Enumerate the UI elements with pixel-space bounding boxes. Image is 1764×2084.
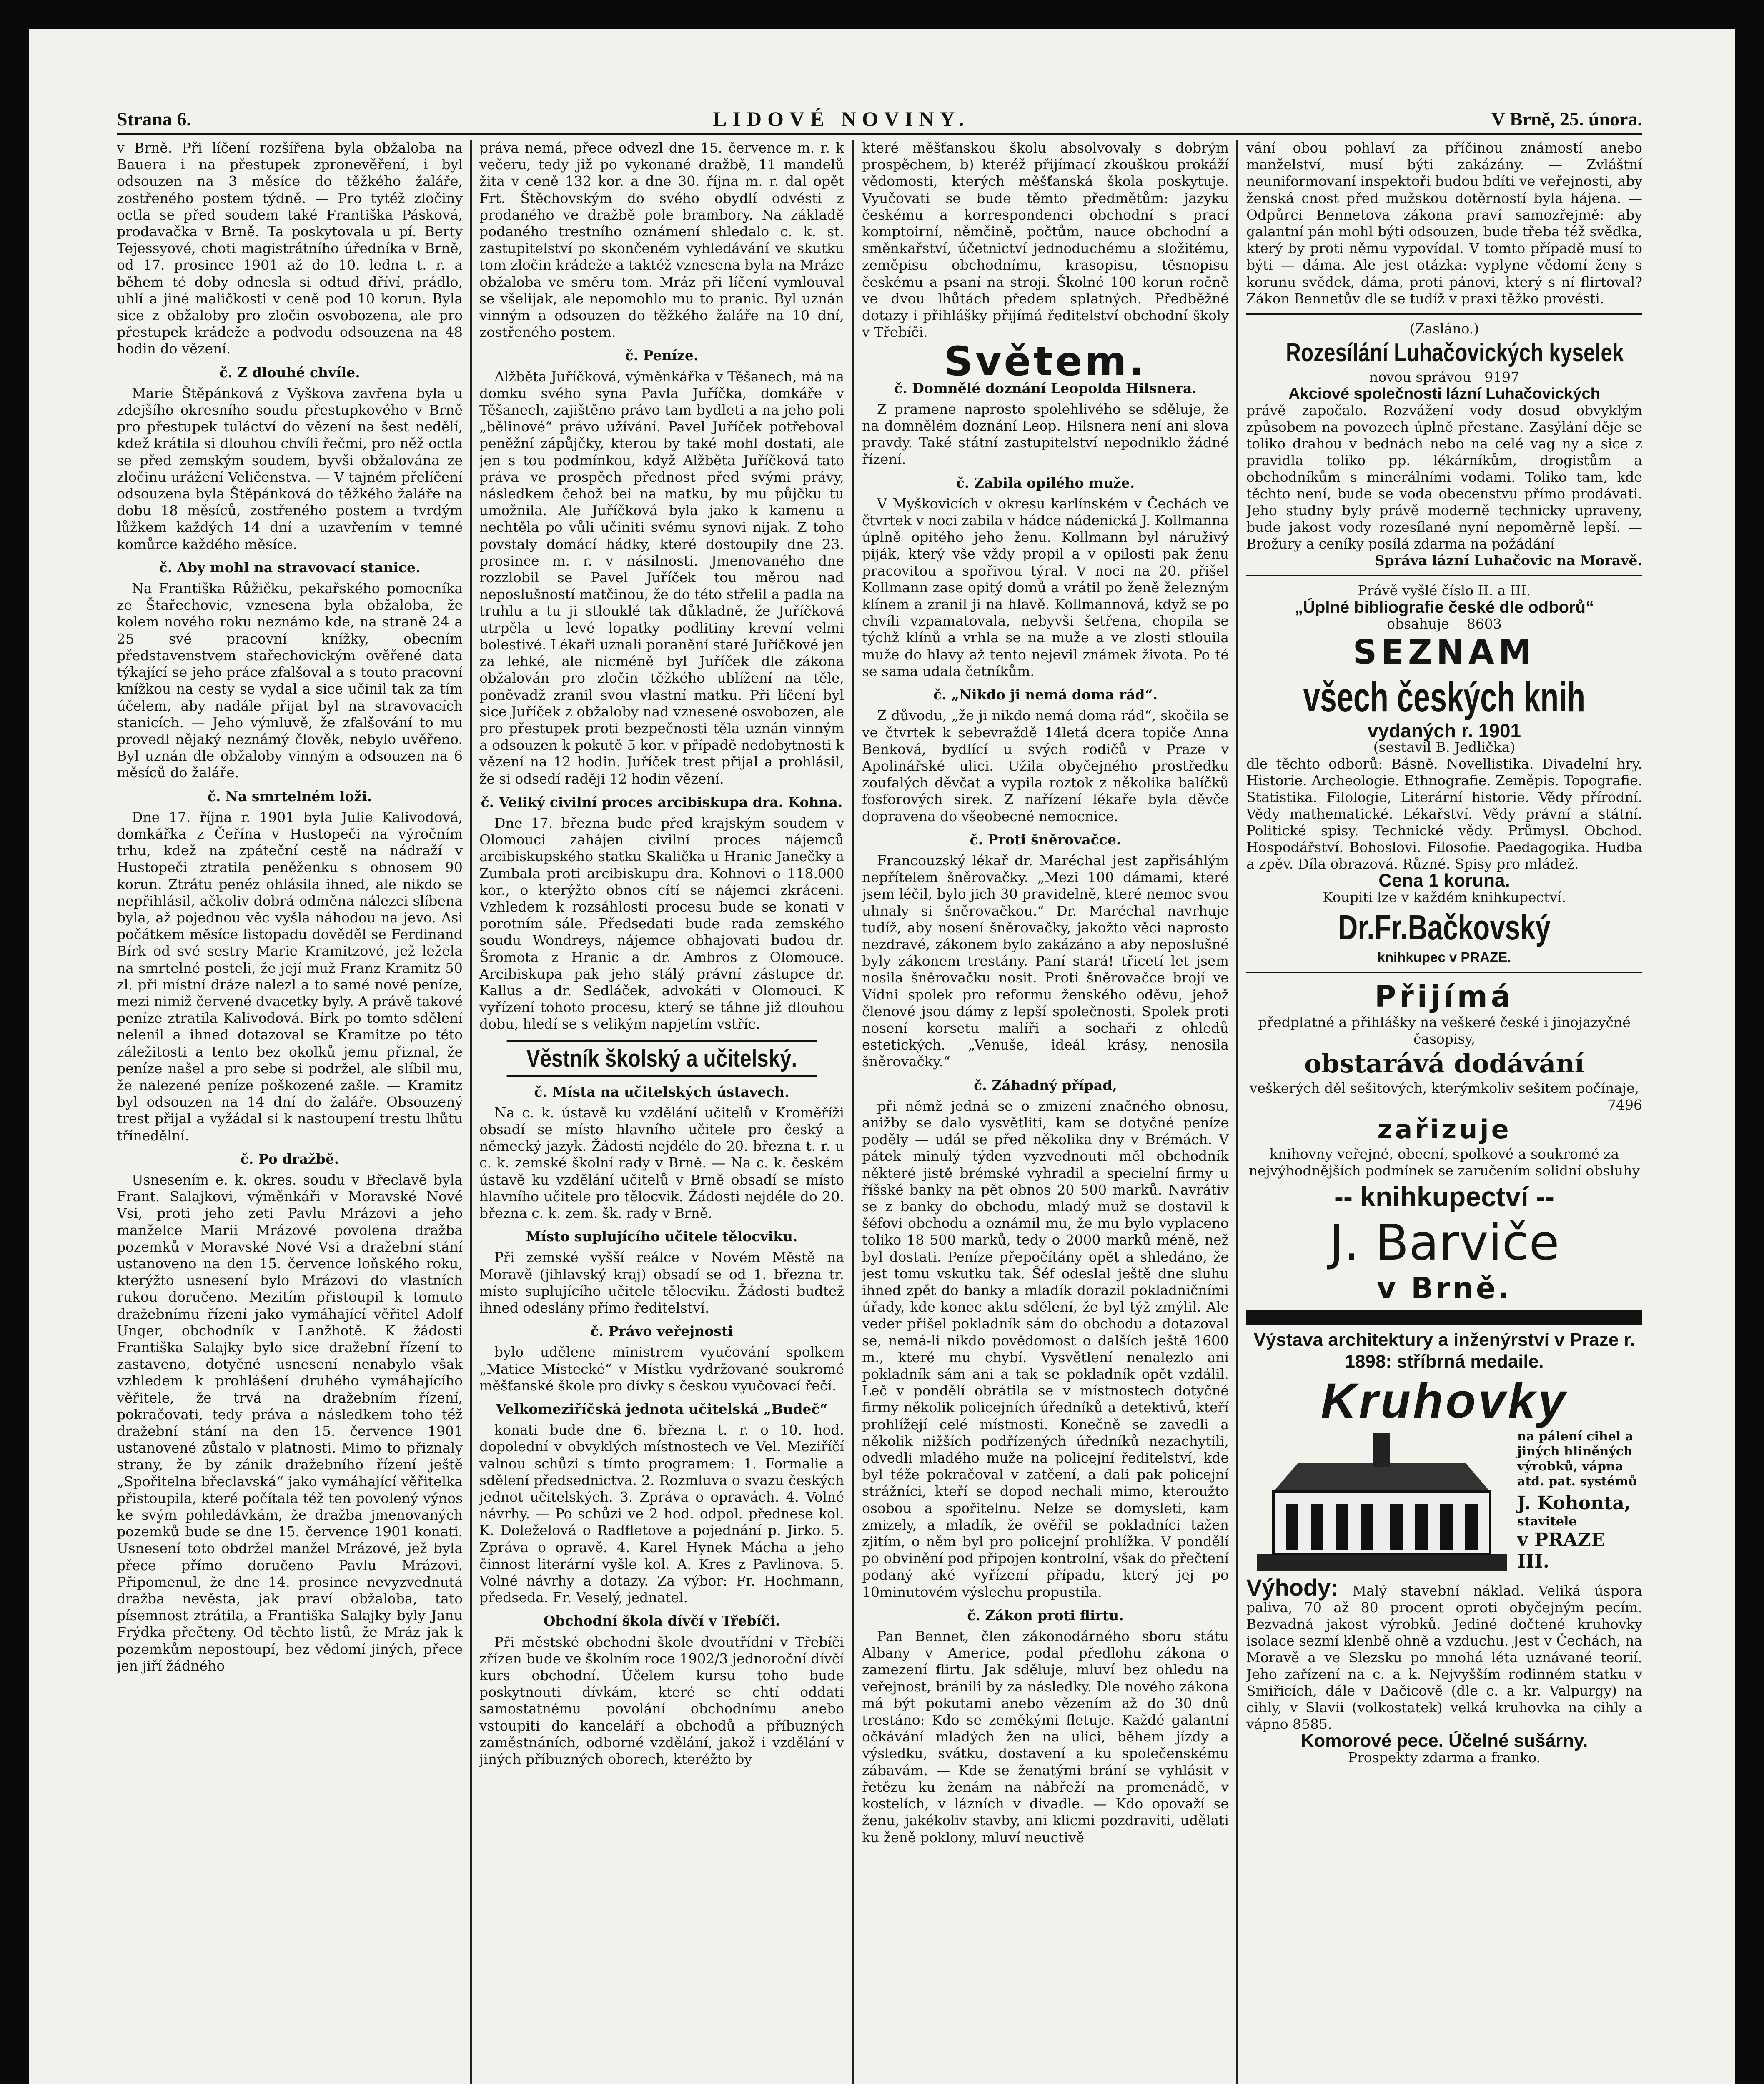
ad-luhacovice xyxy=(1246,321,1642,569)
column-rule xyxy=(470,140,472,2084)
ad-bibliography xyxy=(1246,582,1642,966)
article-text: Marie Štěpánková z Vyškova zavřena byla u zdejšího okresního soudu přestupkového v Brně pro přestupek tuláctví do vězení na šest nedělí, kdež krátila si dlouhou chvíli řečmi, pro něž octla se před zemským soudem, byvši obžalována ze zločinu urážení Veličenstva. — V tajném přelíčení odsouzena byla Štěpánková do těžkého žaláře na dobu 18 měsíců, zostřeného postem a tvrdým lůžkem každých 14 dní a uzavřením v temné komůrce každého měsíce. xyxy=(117,385,463,552)
article-text: v Brně. Při líčení rozšířena byla obžaloba na Bauera i na přestupek zpronevěření, i byl odsouzen na 3 měsíce do těžkého žaláře, zostřeného postem týdně. — Pro tytéž zločiny octla se před soudem také Františka Pásková, prodavačka v Brně. Ta poskytovala u pí. Berty Tejessyové, choti magistrátního úředníka v Brně, od 17. prosince 1901 až do 10. ledna t. r. a během té doby odnesla si odtud dříví, prádlo, uhlí a jiné maličkosti v ceně pod 10 korun. Byla sice z obžaloby pro zločin osvobozena, ale pro přestupek krádeže a podvodu odsouzena na 48 hodin do vězení. xyxy=(117,140,463,357)
article-heading: č. Veliký civilní proces arcibiskupa dra. Kohna. xyxy=(481,794,843,810)
ad-title: Rozesílání Luhačovických kyselek xyxy=(1286,338,1624,368)
issue-date: V Brně, 25. února. xyxy=(1491,108,1642,130)
ad-line: předplatné a přihlášky na veškeré české i jinojazyčné časopisy, xyxy=(1258,1014,1631,1047)
ad-kruhovky xyxy=(1246,1329,1642,1766)
article-heading: č. Právo veřejnosti xyxy=(590,1323,733,1340)
article-heading: č. Domnělé doznání Leopolda Hilsnera. xyxy=(894,380,1197,396)
article-text: Dne 17. března bude před krajským soudem v Olomouci zahájen civilní proces nájemců arcibiskupského statku Skalička u Hranic Janečky a Zumbala proti arcibiskupu dra. Kohnovi o 118.000 kor., o kterýžto obnos cítí se nájemci zkráceni. Vzhledem k rozsáhlosti procesu bude se konati v porotním sále. Předsedati bude rada zemského soudu Wondreys, nájemce obhajovati budou dr. Šromota z Hranic a dr. Ambros z Olomouce. Arcibiskupa pak jeho stálý právní zástupce dr. Kallus a dr. Sedláček, advokáti v Olomouci. K vyřízení tohoto procesu, který se táhne již dlouhou dobu, hledí se s velikým napjetím vstříc. xyxy=(479,814,844,1032)
ad-publisher-place: knihkupec v PRAZE. xyxy=(1377,949,1511,965)
ad-seznam: SEZNAM xyxy=(1353,633,1536,672)
article-text: Na Františka Růžičku, pekařského pomocníka ze Štařechovic, vznesena byla obžaloba, že kolem nového roku neznámo kde, na straně 24 a 25 své pracovní knížky, obecním představenstvem stařechovickým ověřené data týkající se jeho práce zfalšoval a s touto pracovní knížkou na cesty se vydal a sice učinil tak za tím účelem, aby nadále přijat byl na stravovacích stanicích. — Jeho výmluvě, že zfalšování to mu provedl nějaký neznámý člověk, nebylo uvěřeno. Byl uznán dle obžaloby vinným a odsouzen na 6 měsíců do žaláře. xyxy=(117,580,463,781)
ad-price: Cena 1 koruna. xyxy=(1378,870,1510,891)
article-text: Z pramene naprosto spolehlivého se sděluje, že na domnělém doznání Leop. Hilsnera není ani slova pravdy. Také státní zastupitelství nepodniklo žádné řízení. xyxy=(862,401,1229,468)
scan-border-left xyxy=(0,0,29,2084)
article-text: bylo udělene ministrem vyučování spolkem „Matice Místecké“ v Místku vydržované soukromé měšťanské škole pro dívky s českou vyučovací řečí. xyxy=(479,1344,844,1394)
ad-city: v PRAZE III. xyxy=(1517,1529,1605,1573)
article-text: Alžběta Juříčková, výměnkářka v Těšanech, má na domku svého syna Pavla Juříčka, domkáře v Těšanech, zajištěno právo tam bydleti a na jeho poli „bělinové“ právo užívání. Pavel Juříček potřeboval peněžní zápůjčky, kterou by také mohl dostati, ale jen s tou podmínkou, když Alžběta Juříčková tato práva ve prospěch přednost před svými právy, následkem čehož bei na matku, by mu půjčku tu umožnila. Ale Juříčková byla jako k kamenu a nechtěla po vůli učiniti svému synovi nijak. Z toho povstaly domácí hádky, které dostoupily dne 23. prosince m. r. v násilnosti. Jmenovaného dne rozzlobil se Pavel Juříček tou měrou nad neposlušností matčinou, že do této střelil a padla na truhlu a tu ji stlouklé tak důkladně, že Juříčková utrpěla u levé lopatky podlitiny krevní velmi bolestivé. Lékaři uznali poranění staré Juříčkové jen za lehké, ale nicméně byl Juříček dle zákona obžalován pro zločin těžkého ublížení na těle, poněvadž zranil svou vlastní matku. Při líčení byl sice Juříček z obžaloby nad vznesené osvobozen, ale pro přestupek proti bezpečnosti těla uznán vinným a odsouzen k pokutě 5 kor. v případě nedobytnosti k vězení na 12 hodin. Juříček trest přijal a prohlásil, že si odsedí raději 12 hodin vězení. xyxy=(479,368,844,787)
ad-obstarava: obstarává dodávání xyxy=(1304,1048,1585,1079)
column-rule xyxy=(852,140,854,2084)
ad-city: v Brně. xyxy=(1377,1271,1512,1306)
article-heading: č. Z dlouhé chvíle. xyxy=(219,364,360,381)
newspaper-title: LIDOVÉ NOVINY. xyxy=(713,107,970,130)
ad-contains: obsahuje 8603 xyxy=(1387,616,1502,632)
section-title: Světem. xyxy=(944,338,1147,385)
page-number: Strana 6. xyxy=(117,108,191,130)
article-heading: Velkomeziříčská jednota učitelská „Budeč“ xyxy=(496,1401,828,1418)
article-heading: č. Po dražbě. xyxy=(240,1150,339,1167)
article-heading: č. Aby mohl na stravovací stanice. xyxy=(159,559,421,576)
article-text: Z důvodu, „že ji nikdo nemá doma rád“, skočila se ve čtvrtek k sebevraždě 14letá dcera topiče Anna Benková, bydlící u svých rodičů v Praze v Apolinářské ulici. Užila obyčejného prostředku zoufalých děvčat a vypila roztok z několika balíčků fosforových sirek. Z nařízení lékaře byla děvče dopravena do všeobecné nemocnice. xyxy=(862,707,1229,824)
article-heading: č. Na smrtelném loži. xyxy=(207,788,372,804)
ad-number: 7496 xyxy=(1607,1097,1642,1113)
article-heading: č. Peníze. xyxy=(625,347,699,364)
ad-komorove: Komorové pece. Účelné sušárny. xyxy=(1300,1731,1588,1751)
ad-line: veškerých děl sešitových, kterýmkoliv sešitem počínaje, xyxy=(1249,1080,1639,1097)
kiln-illustration-icon xyxy=(1248,1429,1515,1579)
ad-body: Malý stavební náklad. Veliká úspora paliva, 70 až 80 procent oproti obyčejným pecím. Bezvadná jakost výrobků. Jediné dočtené kruhovky isolace sezmí klenbě ohně a vzduchu. Jest v Čechách, na Moravě a ve Slezsku po mnohá léta uznávané teorií. Jeho zařízení na c. a k. Nejvyšším rodinném statku v Smiřicích, dále v Dačicově (dle c. a kr. Valpurgy) na cihly, v Slavii (volkostatek) velká kruhovka na cihly a vápno 8585. xyxy=(1246,1583,1642,1733)
scan-border-right xyxy=(1735,0,1764,2084)
divider xyxy=(1246,313,1642,315)
divider xyxy=(1246,972,1642,973)
ad-vsech-knih: všech českých knih xyxy=(1303,674,1586,721)
ad-compiler: (sestavil B. Jedlička) xyxy=(1373,739,1516,756)
ad-side-text: na pálení cihel a jiných hliněných výrobků, vápna atd. pat. systémů xyxy=(1517,1429,1638,1489)
ad-line: knihovny veřejné, obecní, spolkové a soukromé za nejvýhodnějších podmínek se zaručením solidní obsluhy xyxy=(1248,1146,1640,1179)
column-3 xyxy=(862,140,1229,2084)
ad-body: dle těchto odborů: Básně. Novellistika. Divadelní hry. Historie. Archeologie. Ethnografie. Zeměpis. Topografie. Statistika. Filologie, Literární historie. Vědy přírodní. Vědy mathematické. Lékařství. Vědy právní a státní. Politické spisy. Technické vědy. Průmysl. Obchod. Hospodářství. Bohoslovi. Filosofie. Paedagogika. Hudba a zpěv. Díla obrazová. Různé. Spisy pro mládež. xyxy=(1246,756,1642,872)
column-rule xyxy=(1236,140,1238,2084)
article-heading: č. Záhadný případ, xyxy=(974,1077,1117,1093)
column-4-ads xyxy=(1246,140,1642,2084)
ad-where: Koupiti lze v každém knihkupectví. xyxy=(1323,889,1566,906)
ad-zaslano: (Zasláno.) xyxy=(1409,321,1479,337)
article-heading: Obchodní škola dívčí v Třebíči. xyxy=(543,1613,780,1629)
section-title: Věstník školský a učitelský. xyxy=(507,1040,817,1077)
article-text: při němž jedná se o zmizení značného obnosu, anižby se dalo vysvětliti, kam se dotyčné peníze poděly — udál se před několika dny v Brémách. V pátek minulý týden vyzvednouti měl obchodník některé jistě brémské vyhradil a specielní firmy u říšské banky na pět obnos 20 500 marků. Navrátiv se z banky do obchodu, mladý muž se dostavil k šéfovi obchodu a oznámil mu, že mu bylo vyplaceno toliko 18 500 marků, tedy o 2000 marků méně, než byl dostati. Peníze přepočítány opět a shledáno, že jest tomu vskutku tak. Šéf odeslal ještě dne sluhu ihned zpět do banky a mladík dorazil pokladničními úřady, kde konec aktu sdělení, že byl týž zmýlil. Ale veder přišel pokladník sám do obchodu a dotazoval se, nemá-li nikdo povědomost o dalších ještě 1600 m., které mu chybí. Vysvětlení nenalezlo ani pokladník sám ani a tak se pokladník opět vzdálil. Leč v pondělí obrátila se v místnostech dotyčné firmy několik policejních úředníků a detektivů, kteří prohlížejí celé místnosti. Konečně se zavedli a několik nižších podřízených úředníků nezachytili, odvedli mladého muže na policejní ředitelství, kde byl téže pokračoval v zatčení, a dali pak policejní strážníci, kteří se dopod nechali mimo, kteroužto osobou a spořitelnu. Nelze se domysleti, kam zmizely, a mladík, že ověřil se pokladníci tažen zjitím, o něm byl pro policejní prohlížka. V pondělí po obvinění pod připojen kontrolní, však do přečtení podaný aké vyřízení případu, který jej po 10minutovém výslechu propustila. xyxy=(862,1097,1229,1600)
ad-year: vydaných r. 1901 xyxy=(1367,720,1521,742)
divider xyxy=(1246,575,1642,576)
scan-border-top xyxy=(0,0,1764,29)
article-heading: č. Místa na učitelských ústavech. xyxy=(534,1083,789,1100)
ad-role: stavitele xyxy=(1517,1514,1577,1529)
article-heading: č. „Nikdo ji nemá doma rád“. xyxy=(933,686,1158,703)
column-1 xyxy=(117,140,463,2084)
article-heading: č. Zabila opilého muže. xyxy=(956,474,1135,491)
article-text: Na c. k. ústavě ku vzdělání učitelů v Kroměříži obsadí se místo hlavního učitele pro český a německý jazyk. Žádosti nejdéle do 20. března t. r. u c. k. zemské školní rady v Brně. — Na c. k. českém ústavě ku vzdělání učitelů v Brně obsadí se místo hlavního učitele pro tělocvik. Žádosti nejdéle do 20. března c. k. zem. šk. rady v Brně. xyxy=(479,1104,844,1221)
page-header xyxy=(117,104,1642,135)
ad-kruhovky-title: Kruhovky xyxy=(1320,1373,1568,1429)
ad-kohonta-name: J. Kohonta, xyxy=(1517,1493,1631,1514)
ad-intro: Právě vyšlé číslo II. a III. xyxy=(1358,582,1531,599)
article-text: Při zemské vyšší reálce v Novém Městě na Moravě (jihlavský kraj) obsadí se od 1. března tr. místo suplujícího učitele tělocviku. Žádosti budtež ihned odeslány přímo ředitelství. xyxy=(479,1249,844,1316)
ad-body: právě započalo. Rozvážení vody dosud obvyklým způsobem na povozech úplně přestane. Zasýlání děje se toliko drahou v bednách nebo na celé vag ny a sice z pravidla toliko pp. lékárníkům, drogistům a obchodníkům s minerálními vodami. Toliko tam, kde těchto není, bude se voda obecenstvu přímo prodávati. Jeho studny byly právě moderně technicky upraveny, bude jakost vody rozesílané nyní nepoměrně lepší. — Brožury a ceníky posílá zdarma na požádání xyxy=(1246,402,1642,552)
article-text: Dne 17. října r. 1901 byla Julie Kalivodová, domkářka z Čeřína v Hustopeči na výročním trhu, kdež na zpáteční cestě na nádraží v Hustopeči ztratila peněženku s obnosem 90 korun. Ztrátu penéz ohlásila ihned, ale nikdo se nepřihlásil, ačkoliv dobrá odměna nálezci slíbena byla, až pojednou věc vyšla náhodou na jevo. Asi počátkem měsíce listopadu dověděl se Ferdinand Bírk od své sestry Marie Kramitzové, jež ležela na smrtelné posteli, že její muž Franz Kramitz 50 zl. při místní dráze nalezl a to samé nové peníze, mezi nimiž červené dvacetky byly. A právě takové peníze ztratila Kalivodová. Bírk po tomto sdělení nelenil a ihned dotazoval se Kramitze po této záležitosti a tento bez okolků jemu přiznal, že peníze našel a pro sebe si podržel, ale slíbil mu, že nalezené peníze poškozené zašle. — Kramitz byl odsouzen na 14 dní do žaláře. Obsouzený trest přijal a vyžádal si k nastoupení trestu lhůtu třínedělní. xyxy=(117,809,463,1144)
article-text: Usnesením e. k. okres. soudu v Břeclavě byla Frant. Salajkovi, výměnkáři v Moravské Nové Vsi, proti jeho zeti Pavlu Mrázovi a jeho manželce Marii Mrázové povolena dražba pozemků v Moravské Nové Vsi a dražební stání ustanoveno na den 15. července loňského roku, kterýžto usnesení bylo Mrázovi do vlastních rukou doručeno. Mezitím přistoupil k tomuto dražebnímu řízení jako vymáhající věřitel Adolf Unger, obchodník v Lanžhotě. K žádosti Františka Salajky bylo sice dražební řízení to zastaveno, dotyčné usnesení nenabylo však vzhledem k prohlášení druhého vymáhajícího věřitele, že trvá na dražebním řízení, pokračovati, tedy práva a následkem toho též dražební stání na den 15. července 1901 ustanovené zůstalo v platnosti. Mimo to přiznaly strany, že by zánik dražebního řízení ještě „Spořitelna břeclavská“ jako vymáhající věřitelka přistoupila, které počítala též ten povolený výnos ke svým pohledávkám, že dražba jmenovaných pozemků bude se dne 15. července 1901 konati. Usnesení toto obdržel manžel Mrázové, jež byla přece přímo doručeno Pavlu Mrázovi. Připomenul, že dne 14. prosince nevyzvednutá dražba nevěsta, jak praví obžaloba, tato písemnost ztrátila, a Františka Salajky byly Janu Frýdka přečteny. Od těchto listů, že Mráz jak k pozemkům nepostoupí, bez vědomí jiných, přece jen jiří žádného xyxy=(117,1171,463,1674)
column-2 xyxy=(479,140,844,2084)
article-text: konati bude dne 6. března t. r. o 10. hod. dopolední v obvyklých místnostech ve Vel. Meziříčí valnou schůzi s tímto programem: 1. Formalie a sdělení předsednictva. 2. Rozmluva o svazu českých jednot učitelských. 3. Zpráva o opravách. 4. Volné návrhy. — Po schůzi ve 2 hod. odpol. přednese kol. K. Doleželová o Radfletove a pojednání p. Jirko. 5. Zpráva o opravě. 4. Karel Hynek Mácha a jeho činnost literární vyšle kol. A. Kres z Pavlinova. 5. Volné návrhy a dotazy. Za výbor: Fr. Hochmann, předseda. Fr. Veselý, jednatel. xyxy=(479,1422,844,1606)
ad-barvic xyxy=(1246,979,1642,1306)
ad-publisher-name: Dr.Fr.Bačkovský xyxy=(1338,908,1551,947)
article-heading: Místo suplujícího učitele tělocviku. xyxy=(526,1228,798,1245)
ad-knihkupectvi: -- knihkupectví -- xyxy=(1334,1181,1555,1212)
ad-company: Akciové společnosti lázní Luhačovických xyxy=(1288,385,1600,403)
ad-prospekty: Prospekty zdarma a franko. xyxy=(1348,1749,1541,1766)
article-heading: č. Zákon proti flirtu. xyxy=(967,1607,1124,1623)
ad-exhibition: Výstava architektury a inženýrství v Praze r. 1898: stříbrná medaile. xyxy=(1253,1330,1635,1372)
article-text: které měšťanskou školu absolvovaly s dobrým prospěchem, b) kteréž přijímací zkouškou prokáží vědomosti, kterých měšťanská škola poskytuje. Vyučovati se bude těmto předmětům: jazyku českému a korrespondenci obchodní s prací komptoirní, němčině, počtům, nauce obchodní a směnkařství, účetnictví jednoduchému a složitému, zeměpisu obchodnímu, krasopisu, těsnopisu českému a psaní na stroji. Školné 100 korun ročně ve dvou lhůtách předem splatných. Předběžné dotazy i přihlášky přijímá ředitelství obchodní školy v Třebíči. xyxy=(862,140,1229,341)
ad-subtitle: novou správou 9197 xyxy=(1369,369,1520,386)
ad-biblio-title: „Úplné bibliografie české dle odborů“ xyxy=(1295,598,1594,617)
ad-barvic-name: J. Barviče xyxy=(1329,1214,1559,1272)
ad-vyhody: Výhody: xyxy=(1246,1574,1338,1601)
article-text: V Myškovicích v okresu karlínském v Čechách ve čtvrtek v noci zabila v hádce nádenická J. Kollmanna úplně opitého jeho ženu. Kollmann byl náruživý piják, který vše vždy propil a v opilosti pak ženu pracovitou a spořivou týral. V noci na 20. přišel Kollmann zase opitý domů a vrátil po ženě železným klínem a zranil ji na hlavě. Kollmannová, když se po chvíli vzpamatovala, nebyvši šetřena, chopila se týchž klínů a vrhla se na muže a ve zlosti stlouila muže do hlavy až tento nejevil známek života. Po té se sama udala četníkům. xyxy=(862,495,1229,679)
article-heading: č. Proti šněrovačce. xyxy=(970,831,1121,848)
article-text: Pan Bennet, člen zákonodárného sboru státu Albany v Americe, podal předlohu zákona o zamezení flirtu. Jak sděluje, mluví bez ohledu na veřejnost, bránili by za následky. Dle nového zákona má být pokutami anebo vězením až do 30 dnů trestáno: Kdo se zeměkými fletuje. Každé galantní očkávání mladých žen na ulici, během jízdy a výsledku, svátku, dostavení a ku společenskému zábavám. — Kde se ženatými brání se vyhlásit v řetězu ku ženám na nábřeží na promenádě, v kostelích, v lázních v divadle. — Kdo opovaží se ženu, jakékoliv stavby, ani klicmi pozdraviti, udělati ku ženě poklony, mluví neuctivě xyxy=(862,1628,1229,1846)
article-text: Francouzský lékař dr. Maréchal jest zapřisáhlým nepřítelem šněrovačky. „Mezi 100 dámami, které jsem léčil, bylo jich 30 pravidelně, které nemoc svou uhnaly si šněrovačkou.“ Dr. Maréchal navrhuje tudíž, aby nosení šněrovačky, jakožto věci naprosto nezdravé, zákonem bylo zakázáno a aby neposlušné byly zákonem trestány. Paní stará! třicetí let jsem nosila šněrovačku nosit. Proti šněrovačce brojí ve Vídni spolek pro reformu ženského oděvu, jehož členové jsou dámy z lepší společnosti. Spolek proti nosení korsetu malíři a sochaři z ohledů estetických. „Venuše, ideál krásy, nenosila šněrovačky.“ xyxy=(862,852,1229,1070)
ad-prijima: Přijímá xyxy=(1375,979,1514,1014)
article-text: Při městské obchodní škole dvoutřídní v Třebíči zřízen bude ve školním roce 1902/3 jednoroční dívčí kurs obchodní. Účelem kursu toho bude poskytnouti dívkám, které se chtí oddati samostatnému povolání obchodnímu anebo vstoupiti do kanceláří a obchodů a příbuzných zaměstnáních, odborné vzdělání, jakož i vzdělání v jiných příbuzných oborech, kteréžto by xyxy=(479,1633,844,1768)
article-text: práva nemá, přece odvezl dne 15. července m. r. k večeru, tedy již po vykonané dražbě, 11 mandelů žita v ceně 132 kor. a dne 30. října m. r. dal opět Frt. Štěchovským do svého obydlí odvésti z prodaného ve dražbě pole brambory. Na základě podaného trestního oznámení shledalo c. k. st. zastupitelství po skončeném vyhledávání ve skutku tom zločin krádeže a taktéž vznesena byla na Mráze obžaloba ve směru tom. Mráz při líčení vymlouval se všelijak, ale nepomohlo mu to pranic. Byl uznán vinným a odsouzen do těžkého žaláře na 10 dní, zostřeného postem. xyxy=(479,140,844,341)
article-text: vání obou pohlaví za příčinou známostí anebo manželství, musí býti zakázány. — Zvláštní neuniformovaní inspektoři budou bdíti ve veřejnosti, aby ženská cnost před mužskou dotěrností byla hájena. — Odpůrci Bennetova zákona praví samozřejmě: aby galantní pán mohl býti odsouzen, bude třeba též svědka, který by proti němu vypovídal. V tomto případě musí to býti — dáma. Ale jest otázka: vyplyne vědomí ženy s korunu svědek, dáma, proti pánovi, který s ní flirtoval? Zákon Bennetův dle se tudíž v praxi těžko provésti. xyxy=(1246,140,1642,307)
ornament-bar xyxy=(1246,1310,1642,1325)
ad-signature: Správa lázní Luhačovic na Moravě. xyxy=(1374,552,1642,569)
ad-zarizuje: zařizuje xyxy=(1377,1114,1511,1145)
